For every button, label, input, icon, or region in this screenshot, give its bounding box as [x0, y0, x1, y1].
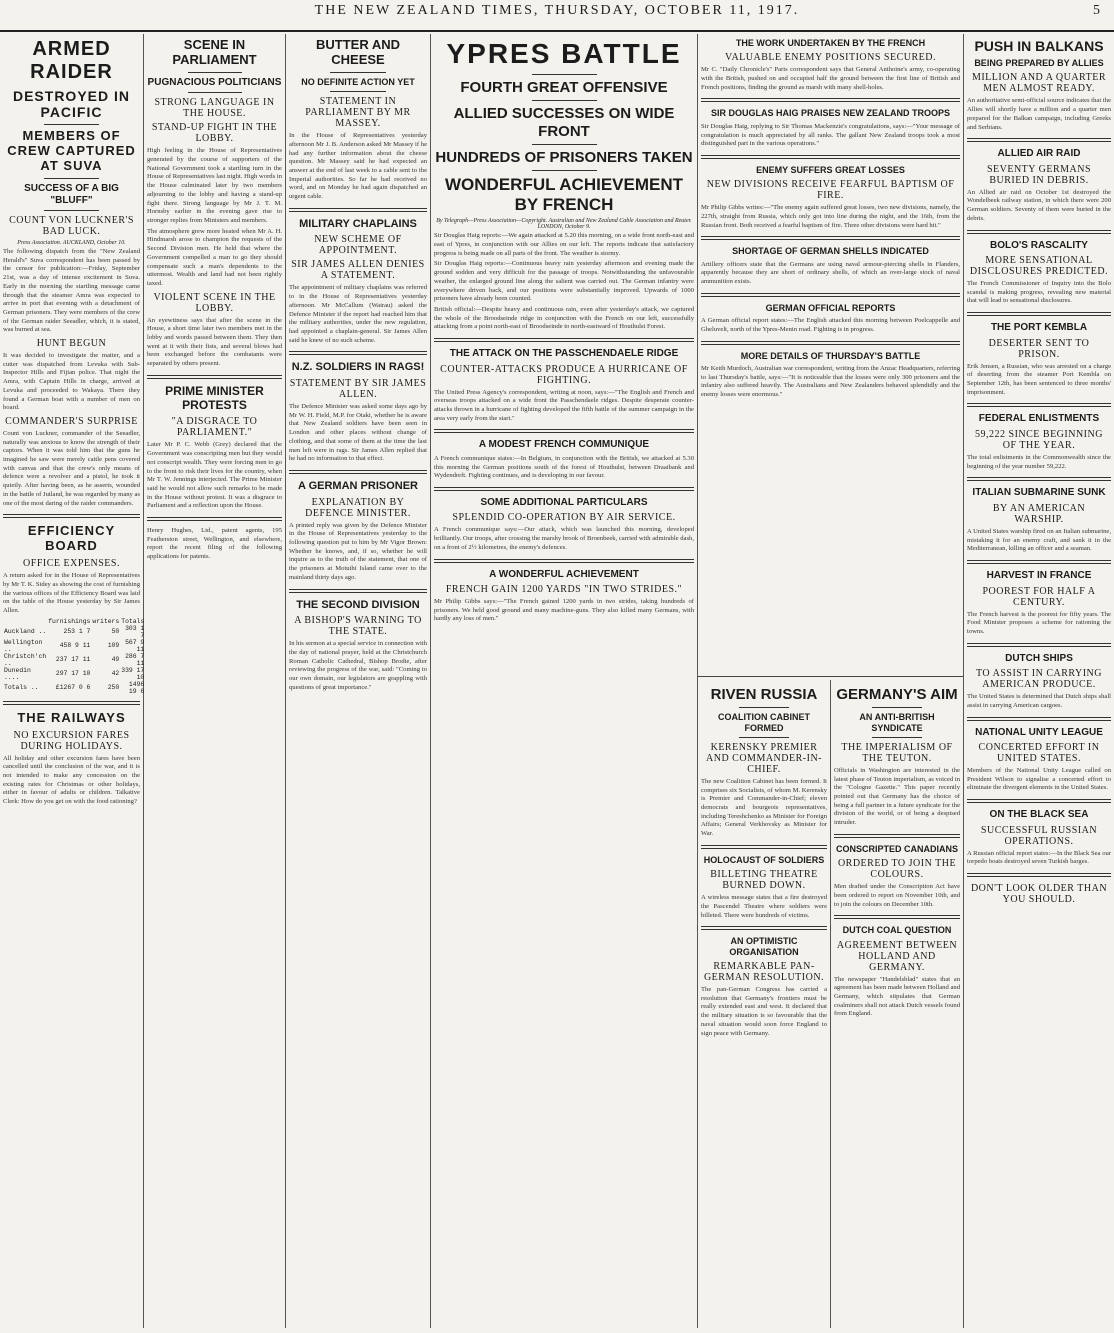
table-cell: 49: [111, 656, 120, 664]
headline: A WONDERFUL ACHIEVEMENT: [489, 568, 639, 580]
table-cell: 253 1 7: [63, 628, 91, 636]
table-cell: 50: [111, 628, 120, 636]
article-body: A United States warship fired on an Italian submarine, mistaking it for an enemy craft, and sank it in the Mediterranean, killing an officer and a seaman.: [967, 527, 1111, 553]
section-head: COMMANDER'S SURPRISE: [5, 415, 138, 427]
headline: GERMAN OFFICIAL REPORTS: [765, 302, 896, 313]
article-body: Mr Philip Gibbs writes:—"The enemy again suffered great losses, two new divisions, namely, the 227th, straight from Russia, which only got into line during the night, and the 16th, from the Russian front. Both received a fearful baptism of fire. Three other divisions were hard hit.": [701, 204, 960, 229]
deck: STATEMENT BY SIR JAMES ALLEN.: [289, 378, 427, 401]
headline: FEDERAL ENLISTMENTS: [978, 413, 1100, 425]
deck: ORDERED TO JOIN THE COLOURS.: [837, 858, 957, 881]
deck: BILLETING THEATRE BURNED DOWN.: [710, 869, 818, 892]
headline: A GERMAN PRISONER: [298, 479, 418, 492]
headline: SCENE IN PARLIAMENT: [172, 37, 257, 67]
advert-head: DON'T LOOK OLDER THAN YOU SHOULD.: [970, 883, 1108, 906]
article-body: An authoritative semi-official source indicates that the Allies will shortly have a million and a quarter men prepared for the Balkan campaign, including Greeks and Serbians.: [967, 97, 1111, 131]
article-body: A Russian official report states:—In the Black Sea our torpedo boats destroyed seven Turkish barges.: [967, 849, 1111, 866]
deck: COUNTER-ATTACKS PRODUCE A HURRICANE OF FIGHTING.: [440, 363, 688, 386]
deck: REMARKABLE PAN-GERMAN RESOLUTION.: [703, 961, 825, 983]
article-body: In his sermon at a special service in connection with the day of national prayer, held at the Christchurch Roman Catholic Cathedral, Bishop Brodie, after reviewing the progress of the war, said: "Coming to our own domain, our legislators are grappling with questions of great importance.": [289, 640, 427, 691]
headline: MORE DETAILS OF THURSDAY'S BATTLE: [740, 350, 921, 361]
deck: NEW DIVISIONS RECEIVE FEARFUL BAPTISM OF FIRE.: [706, 179, 955, 202]
column-5-top: [698, 34, 963, 674]
article-body: Artillery officers state that the Germans are using naval armour-piercing shells in Flanders, apparently because they are short of ordinary shells, of which an over-large stock of naval ammunition exists.: [701, 260, 960, 286]
column-3: [286, 34, 430, 1328]
deck: "A DISGRACE TO PARLIAMENT.": [171, 416, 258, 439]
subheadline: AN ANTI-BRITISH SYNDICATE: [859, 712, 935, 733]
article-body: An eyewitness says that after the scene in the House, a short time later two members met in the lobby and words passed between them. They then went at it with their fists, and several blows had been exchanged before the combatants were separated by others present.: [147, 316, 282, 368]
headline: THE PORT KEMBLA: [990, 322, 1088, 334]
column-2: [144, 34, 285, 1328]
section-head: HUNT BEGUN: [36, 338, 107, 350]
headline: ALLIED SUCCESSES ON WIDE FRONT: [453, 105, 675, 140]
subheadline: BEING PREPARED BY ALLIES: [974, 58, 1104, 69]
headline: HARVEST IN FRANCE: [986, 570, 1092, 581]
table-row: [3, 625, 145, 639]
table-cell: Totals: [121, 617, 145, 625]
article-body: An Allied air raid on October 1st destroyed the Wondelbeek railway station, in which there were 200 German soldiers. Seventy of them were buried in the debris.: [967, 188, 1111, 222]
article-body: The appointment of military chaplains was referred to in the House of Representatives yesterday afternoon. Mr McCallum (Wairau) asked the Defence Minister if the report had reached him that the military authorities, under the new regulation, had appointed a chaplain-general. Sir James Allen said he knew of no such scheme.: [289, 284, 427, 344]
table-cell: [3, 618, 47, 625]
headline: WONDERFUL ACHIEVEMENT BY FRENCH: [445, 175, 683, 214]
column-5-bottom-left: [698, 682, 830, 1328]
table-cell: 297 17 10: [55, 670, 91, 678]
table-cell: writers: [92, 617, 120, 625]
article-body: A German official report states:—The English attacked this morning between Poelcappelle and Gheluvelt, north of the Ypres-Menin road. Fighting is in progress.: [701, 317, 960, 333]
headline: CONSCRIPTED CANADIANS: [835, 843, 958, 854]
article-body: The Defence Minister was asked some days ago by Mr W. H. Field, M.P. for Otaki, whether he is aware that New Zealand soldiers have been seen in London and other places without change of clothing, and that some of them at the time the last men left were in rags. Sir James Allen replied that he had no information to that effect.: [289, 403, 427, 463]
article-body: British official:—Despite heavy and continuous rain, even after yesterday's attack, we captured the whole of the Broodseinde ridge in conjunction with the French on our left, successfully attacking from a point north-east of Broodseinde to north-eastward of Houthulst Forest.: [434, 305, 694, 331]
article-body: A wireless message states that a fire destroyed the Pascendel Theatre where soldiers were billeted. There were hundreds of victims.: [701, 894, 827, 919]
headline: DUTCH SHIPS: [1005, 652, 1073, 664]
table-row: [3, 681, 145, 695]
table-cell: Totals ..: [4, 684, 39, 692]
table-cell: 458 9 11: [59, 642, 91, 650]
headline: HOLOCAUST OF SOLDIERS: [703, 854, 825, 865]
article-body: Sir Douglas Haig reports:—Continuous heavy rain yesterday afternoon and evening made the ground sodden and very difficult for the passage of troops. Notwithstanding the unfavourable weather, the enlarged ground line along the salient was carried out. The German infantry were everywhere driven back, and our positions were substantially improved. Upwards of 1000 prisoners have already been counted.: [434, 260, 694, 303]
deck: EXPLANATION BY DEFENCE MINISTER.: [305, 496, 411, 519]
article-body: Officials in Washington are interested in the latest phase of Teuton imperialism, as voiced in the "Cologne Gazette." This paper recently pointed out that Germany has the choice of being a full partner in a future syndicate for the division of the world, or of being a despised intruder.: [834, 766, 960, 827]
deck: 59,222 SINCE BEGINNING OF THE YEAR.: [975, 428, 1103, 451]
deck: STRONG LANGUAGE IN THE HOUSE.: [154, 97, 275, 120]
subheadline: COALITION CABINET FORMED: [718, 712, 810, 733]
credit-line: By Telegraph—Press Association—Copyright. Australian and New Zealand Cable Association and Reuter. LONDON, October 9.: [436, 218, 692, 231]
article-body: Later Mr P. C. Webb (Grey) declared that the Government was conscripting men but they would not conscript wealth. They were forcing men to go to the front to risk their lives for the country, when Mr T. W. Jennings interjected. The Prime Minister said he would not allow such remarks to be made in the House without protest. It was a disgrace to Parliament and a reflection upon the House.: [147, 441, 282, 510]
deck: CONCERTED EFFORT IN UNITED STATES.: [978, 742, 1100, 765]
masthead-title: THE NEW ZEALAND TIMES, THURSDAY, OCTOBER 11, 1917.: [314, 3, 800, 18]
table-cell: Auckland ..: [4, 628, 47, 636]
article-body: The new Coalition Cabinet has been formed. It comprises six Socialists, of whom M. Kerensky is Premier and Commander-in-Chief; eleven democrats and bourgeois representatives, including Tereshchenko as Minister for Foreign Affairs; General Verkhovsky as Minister for War.: [701, 777, 828, 838]
deck: SPLENDID CO-OPERATION BY AIR SERVICE.: [452, 512, 676, 524]
deck: NO EXCURSION FARES DURING HOLIDAYS.: [13, 729, 130, 752]
article-body: In the House of Representatives yesterday afternoon Mr J. B. Anderson asked Mr Massey if he had any further information about the cheese question. Mr Massey said he had expected an answer at the end of last week to a cable sent to the Imperial authorities. So far he had received no word, and on Monday he had again dispatched an urgent cable.: [289, 132, 427, 201]
headline: ARMED RAIDER: [30, 38, 113, 83]
article-body: Members of the National Unity League called on President Wilson to signalise a concerted effort to eliminate the divergent elements in the United States.: [967, 767, 1111, 792]
headline: SHORTAGE OF GERMAN SHELLS INDICATED: [732, 246, 929, 257]
masthead: [0, 0, 1114, 32]
table-cell: 250: [107, 684, 120, 692]
page-number: 5: [1093, 3, 1100, 18]
deck: THE IMPERIALISM OF THE TEUTON.: [841, 741, 953, 764]
headline: ITALIAN SUBMARINE SUNK: [972, 487, 1106, 499]
headline: ENEMY SUFFERS GREAT LOSSES: [756, 164, 905, 175]
table-cell: furnishings: [48, 617, 91, 625]
section-rule: [698, 676, 963, 677]
deck: MILLION AND A QUARTER MEN ALMOST READY.: [971, 72, 1107, 95]
headline: FOURTH GREAT OFFENSIVE: [460, 79, 668, 97]
article-body: Count von Luckner, commander of the Seeadler, naturally was anxious to know the strength of their captors. When it was told him that the guns he imagined he saw were merely cattle pens covered with canvas and that the crew's only means of defence were a revolver and a pistol, he took it quietly. After having been, as he asserts, wounded in the battle of Jutland, he was regarded by many as one of the most daring of the raider commanders.: [3, 429, 140, 507]
deck: SIR JAMES ALLEN DENIES A STATEMENT.: [291, 259, 425, 282]
deck: SUCCESSFUL RUSSIAN OPERATIONS.: [980, 824, 1098, 847]
deck: DESERTER SENT TO PRISON.: [988, 337, 1090, 360]
headline: RIVEN RUSSIA: [710, 686, 818, 703]
article-body: The French Commissioner of Inquiry into the Bolo scandal is making progress, revealing new material that will lead to sensational disclosures.: [967, 280, 1111, 305]
article-body: A printed reply was given by the Defence Minister in the House of Representatives yesterday to the following question put to him by Mr Vigor Brown: Whether he knows, and, if so, whether he will inquire as to the truth of the statement, that one of the prisoners at Motuihi Island came over to the mainland thirty days ago.: [289, 521, 427, 581]
table-row: [3, 653, 145, 667]
headline: PUSH IN BALKANS: [974, 38, 1104, 54]
article-body: The newspaper "Handelsblad" states that an agreement has been made between Holland and Germany, which stipulates that German coalminers shall not attack Dutch vessels found from England.: [834, 975, 960, 1018]
column-6: [964, 34, 1114, 1328]
article-body: The United Press Agency's correspondent, writing at noon, says:—"The English and French and overseas troops attacked on a wide front the Passchendaele ridges. Despite desperate counter-attacks thrown in a hurricane of fighting developed the fifth battle of the summer campaign in the area very early from the start.": [434, 388, 694, 422]
article-body: High feeling in the House of Representatives generated by the course of supporters of the National Government took a startling turn in the House of Representatives last night. High words in the House culminated later by two members adjourning to the lobby and having a stand-up fight there. Strong language by Mr J. T. M. Hornsby earlier in the evening gave rise to stronger replies from Ministers and members.: [147, 147, 282, 224]
article-body: The total enlistments in the Commonwealth since the beginning of the year number 59,222.: [967, 453, 1111, 470]
expenses-table: [3, 618, 145, 695]
headline: SIR DOUGLAS HAIG PRAISES NEW ZEALAND TROOPS: [710, 108, 950, 119]
subheadline: NO DEFINITE ACTION YET: [301, 76, 415, 87]
table-cell: 286 7 11: [125, 652, 145, 667]
dateline: Press Association. AUCKLAND, October 10.: [17, 240, 126, 246]
table-cell: 42: [111, 670, 120, 678]
subheadline: MEMBERS OF CREW CAPTURED AT SUVA: [7, 128, 136, 174]
deck: STATEMENT IN PARLIAMENT BY MR MASSEY.: [305, 96, 411, 130]
article-body: Sir Douglas Haig reports:—We again attacked at 5.20 this morning, on a wide front north-east and east of Ypres, in conjunction with our Allies on our left. The reports indicate that satisfactory progress is being made on all parts of the front. The weather is stormy.: [434, 232, 694, 257]
article-body: The pan-German Congress has carried a resolution that Germany's frontiers must be really extended east and west. It declared that the military situation is so favourable that the naval situation would soon force England to sign peace with Germany.: [701, 986, 827, 1037]
table-cell: 1496 19 6: [128, 680, 145, 695]
table-cell: £1267 0 6: [55, 684, 91, 692]
headline: THE WORK UNDERTAKEN BY THE FRENCH: [735, 38, 926, 48]
headline: THE RAILWAYS: [17, 709, 126, 725]
deck: NEW SCHEME OF APPOINTMENT.: [314, 234, 402, 257]
headline: BOLO'S RASCALITY: [990, 239, 1088, 251]
deck: SEVENTY GERMANS BURIED IN DEBRIS.: [986, 163, 1092, 186]
column-1: [0, 34, 143, 1328]
deck: KERENSKY PREMIER AND COMMANDER-IN-CHIEF.: [706, 741, 822, 775]
article-body: Mr C. "Daily Chronicle's" Paris correspondent says that General Anthoine's army, co-operating with the British, pushed on and occupied half the ground between the first line of British and French positions, finding the ground as marsh with many shell-holes.: [701, 66, 960, 91]
deck: POOREST FOR HALF A CENTURY.: [982, 585, 1096, 608]
article-body: A French communique says:—Our attack, which was launched this morning, developed brilliantly. Our troops, after crossing the marshy brook of Broenbeek, carried with admirable dash, on a front of 2½ kilometres, the enemy's defences.: [434, 526, 694, 551]
headline: DESTROYED IN PACIFIC: [12, 88, 130, 121]
headline: ON THE BLACK SEA: [989, 809, 1089, 821]
deck: VALUABLE ENEMY POSITIONS SECURED.: [725, 52, 936, 64]
table-row: [3, 618, 145, 625]
deck: TO ASSIST IN CARRYING AMERICAN PRODUCE.: [976, 668, 1102, 691]
article-body: Mr Keith Murdoch, Australian war correspondent, writing from the Anzac Headquarters, referring to last Thursday's battle, says:—"It is noticeable that the losses were only 300 prisoners and the infantry also suffered heavily. The Australians and New Zealanders behaved splendidly and the enemy losses were enormous.": [701, 364, 960, 399]
table-cell: 339 17 10: [121, 666, 145, 681]
headline: THE ATTACK ON THE PASSCHENDAELE RIDGE: [449, 348, 679, 360]
deck: FRENCH GAIN 1200 YARDS "IN TWO STRIDES.": [445, 584, 683, 596]
table-cell: Dunedin ....: [4, 666, 31, 681]
deck: STAND-UP FIGHT IN THE LOBBY.: [151, 122, 278, 145]
table-cell: Christch'ch ..: [4, 652, 47, 667]
table-cell: Wellington ..: [4, 638, 43, 653]
deck: MORE SENSATIONAL DISCLOSURES PREDICTED.: [969, 255, 1109, 278]
headline: NATIONAL UNITY LEAGUE: [975, 726, 1103, 738]
headline: SOME ADDITIONAL PARTICULARS: [480, 496, 648, 508]
article-body: The United States is determined that Dutch ships shall assist in carrying American cargoes.: [967, 693, 1111, 709]
headline: BUTTER AND CHEESE: [315, 37, 400, 67]
article-body: Men drafted under the Conscription Act have been ordered to report on November 10th, and to join the colours on December 10th.: [834, 883, 960, 908]
table-cell: 109: [107, 642, 120, 650]
headline: ALLIED AIR RAID: [997, 148, 1081, 160]
article-body: Sir Douglas Haig, replying to Sir Thomas Mackenzie's congratulations, says:—"Your message of congratulation is much appreciated by all ranks. The gallant New Zealand troops took a most distinguished part in the various operations.": [701, 122, 960, 148]
headline: THE SECOND DIVISION: [296, 598, 420, 611]
table-row: [3, 639, 145, 653]
article-body: A French communique states:—In Belgium, in conjunction with the British, we attacked at 5.30 this morning the German positions south of the forest of Houthulst, between Draaibank and Wydendreft. Fighting continues, and is developing in our favour.: [434, 454, 694, 480]
main-headline: YPRES BATTLE: [446, 38, 682, 69]
headline: N.Z. SOLDIERS IN RAGS!: [291, 361, 425, 374]
deck: BY AN AMERICAN WARSHIP.: [992, 502, 1086, 525]
deck: AGREEMENT BETWEEN HOLLAND AND GERMANY.: [836, 939, 958, 973]
headline: GERMANY'S AIM: [836, 686, 958, 703]
headline: PRIME MINISTER PROTESTS: [165, 383, 264, 412]
article-body: The following dispatch from the "New Zealand Herald's" Suva correspondent has been passed by the censor for publication:—Friday, September 21st, was a day of intense excitement in Suva. Early in the morning the startling message came through that the steamer Amra was expected to arrive in port that evening with a detachment of German prisoners. They were members of the crew of the German raider Seeadler, which, it is stated, was burned at sea.: [3, 248, 140, 334]
deck: A BISHOP'S WARNING TO THE STATE.: [294, 615, 422, 638]
table-cell: 303 1 7: [125, 624, 145, 639]
article-body: It was decided to investigate the matter, and a cutter was dispatched from Levuka with Sub-Inspector Hills and Fijian police. That night the Amra, with Captain Hills in charge, arrived at Levuka and proceeded to Wakaya. There they found a German boat with a number of men on board.: [3, 352, 140, 412]
deck: COUNT VON LUCKNER'S BAD LUCK.: [9, 215, 134, 237]
subheadline: SUCCESS OF A BIG "BLUFF": [24, 183, 119, 206]
table-cell: 567 9 11: [125, 638, 145, 653]
article-body: Mr Philip Gibbs says:—"The French gained 1200 yards in two strides, taking hundreds of prisoners. We held good ground and many machine-guns. They also killed many Germans, with hardly any loss of men.": [434, 598, 694, 623]
headline: DUTCH COAL QUESTION: [842, 925, 952, 936]
article-body: A return asked for in the House of Representatives by Mr T. K. Sidey as showing the cost of furnishing the various offices of the Efficiency Board was laid on the table of the House yesterday by Sir James Allen.: [3, 572, 140, 614]
section-head: VIOLENT SCENE IN THE LOBBY.: [153, 291, 276, 314]
headline: AN OPTIMISTIC ORGANISATION: [729, 936, 799, 957]
headline: HUNDREDS OF PRISONERS TAKEN: [435, 148, 693, 166]
column-5-bottom-right: [831, 682, 963, 1328]
headline: A MODEST FRENCH COMMUNIQUE: [478, 439, 650, 451]
article-body: The French harvest is the poorest for fifty years. The Food Minister proposes a scheme for rationing the towns.: [967, 610, 1111, 635]
article-body: Erik Jensen, a Russian, who was arrested on a charge of deserting from the steamer Port Kembla on September 12th, has been sentenced to three months' imprisonment.: [967, 362, 1111, 396]
article-body: Henry Hughes, Ltd., patent agents, 195 Featherston street, Wellington, and elsewhere, report the recent filing of the following applications for patents.: [147, 527, 282, 561]
subheadline: PUGNACIOUS POLITICIANS: [147, 76, 282, 88]
table-row: [3, 667, 145, 681]
article-body: All holiday and other excursion fares have been cancelled until the conclusion of the war, and it is not intended to make any concession on the existing rates for Christmas or other holidays, either in favour of adults or children. Talkative Clerk: How do you get on with the food rationing?: [3, 754, 140, 806]
column-4: [431, 34, 697, 1328]
deck: OFFICE EXPENSES.: [23, 558, 120, 570]
headline: MILITARY CHAPLAINS: [299, 217, 417, 230]
article-body: The atmosphere grew more heated when Mr A. H. Hindmarsh arose to champion the requests of the Second Division men. He held that where the Government compelled a man to go they should compensate such a man's dependents to the uttermost. Wealth and land had not been rightly taxed.: [147, 227, 282, 287]
headline: EFFICIENCY BOARD: [27, 523, 116, 554]
table-cell: 237 17 11: [55, 656, 91, 664]
